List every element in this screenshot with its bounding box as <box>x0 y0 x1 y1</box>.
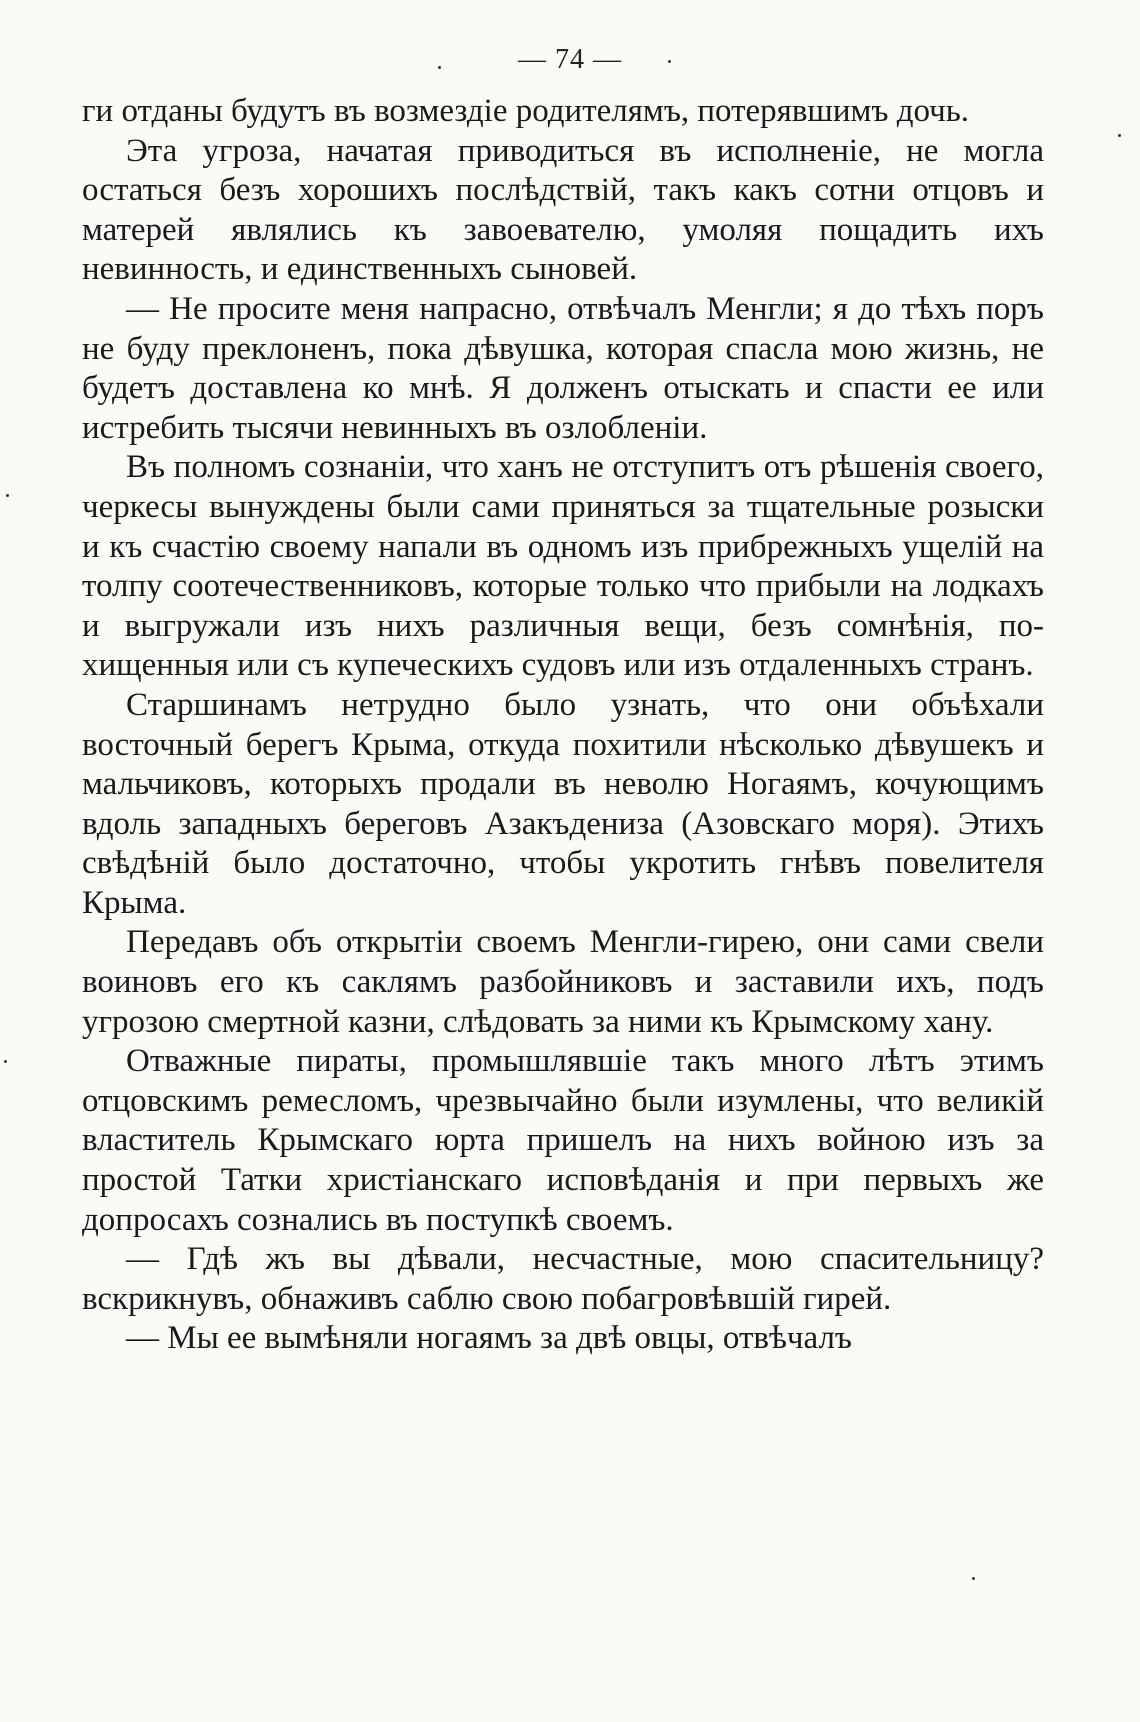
paragraph: Эта угроза, начатая приводиться въ исполненіе, не могла остаться безъ хорошихъ послѣдствій, такъ какъ сотни отцовъ и матерей являлись къ завоевателю, умоляя пощадить ихъ невинность, и единственныхъ сыновей. <box>82 132 1044 288</box>
paper-speck <box>6 494 9 497</box>
paragraph: — Не просите меня напрасно, отвѣчалъ Менгли; я до тѣхъ поръ не буду преклоненъ, пока дѣвушка, которая спасла мою жизнь, не будетъ доставлена ко мнѣ. Я долженъ отыскать и спасти ее или истребить тысячи невинныхъ въ озлобленіи. <box>82 290 1044 446</box>
paragraph: ги отданы будутъ въ возмездіе родителямъ, потерявшимъ дочь. <box>82 93 970 129</box>
paragraph: — Гдѣ жъ вы дѣвали, несчастные, мою спасительницу? вскрикнувъ, обнаживъ саблю свою побагровѣвшій гирей. <box>82 1241 1044 1317</box>
page-number: — 74 — <box>518 44 622 75</box>
paper-speck <box>972 1577 975 1580</box>
body-text <box>82 92 1044 1359</box>
paper-speck <box>1118 134 1121 137</box>
paragraph: Передавъ объ открытіи своемъ Менгли-гирею, они сами свели воиновъ его къ саклямъ разбойниковъ и заставили ихъ, подъ угрозою смертной казни, слѣдовать за ними къ Крымскому хану. <box>82 924 1044 1040</box>
paragraph: — Мы ее вымѣняли ногаямъ за двѣ овцы, отвѣчалъ <box>126 1320 852 1357</box>
paragraph: Старшинамъ нетрудно было узнать, что они объѣхали восточный берегъ Крыма, откуда похитили нѣсколько дѣвушекъ и мальчиковъ, которыхъ продали въ неволю Ногаямъ, кочующимъ вдоль западныхъ береговъ Азакъдениза (Азовскаго моря). Этихъ свѣдѣній было достаточно, чтобы укротить гнѣвъ повелителя Крыма. <box>82 686 1044 921</box>
paper-speck <box>4 1060 7 1063</box>
paragraph: Отважные пираты, промышлявшіе такъ много лѣтъ этимъ отцовскимъ ремесломъ, чрезвычайно были изумлены, что великій властитель Крымскаго юрта пришелъ на нихъ войною изъ за простой Татки христіанскаго исповѣданія и при первыхъ же допросахъ сознались въ поступкѣ своемъ. <box>82 1043 1044 1238</box>
paper-speck <box>438 66 441 69</box>
paper-speck <box>668 60 671 63</box>
paragraph: Въ полномъ сознаніи, что ханъ не отступитъ отъ рѣшенія своего, черкесы вынуждены были сами приняться за тщательные розыски и къ счастію своему напали въ одномъ изъ прибрежныхъ ущелій на толпу соотечественниковъ, которые только что прибыли на лодкахъ и выгружали изъ нихъ различныя вещи, безъ сомнѣнія, похищенныя или съ купеческихъ судовъ или изъ отдаленныхъ странъ. <box>82 449 1044 684</box>
